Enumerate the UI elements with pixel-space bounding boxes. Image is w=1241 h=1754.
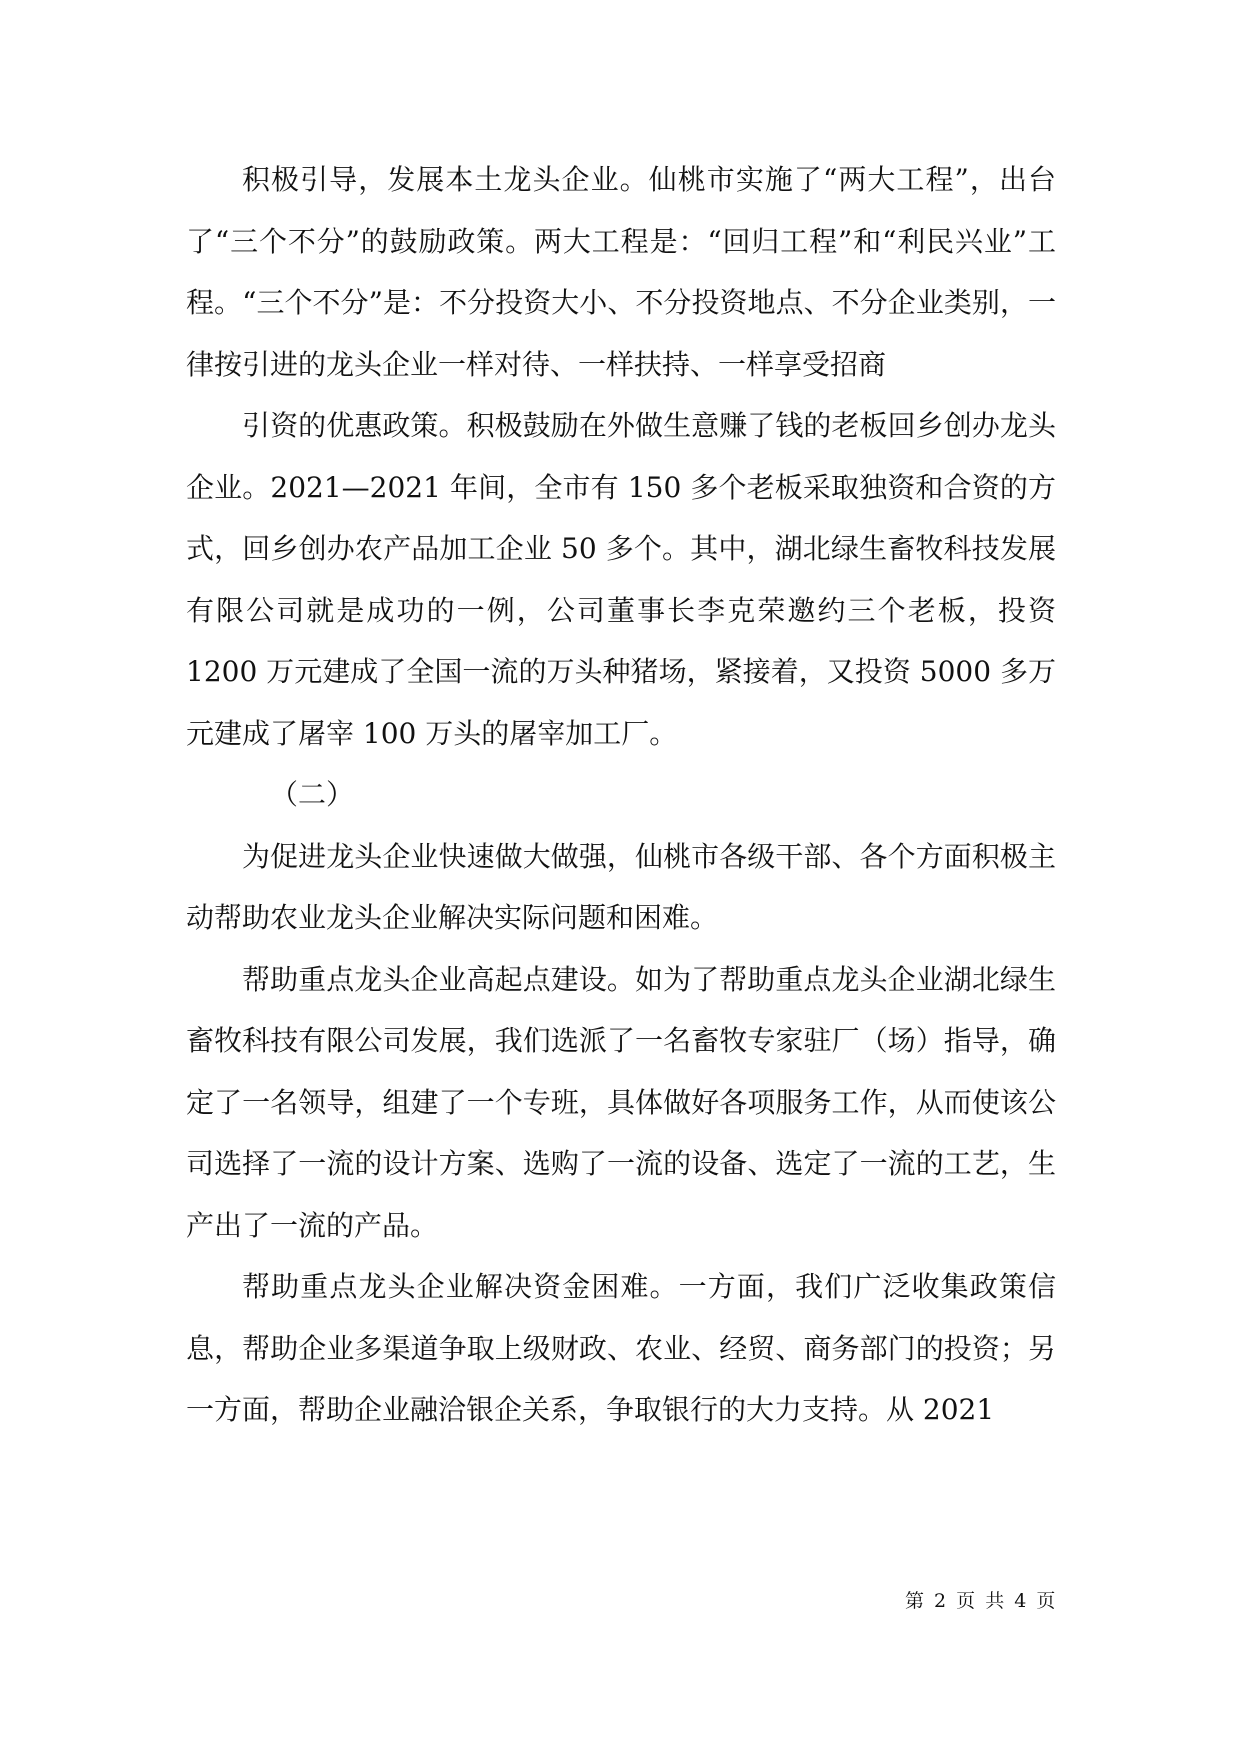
paragraph-investment-incentives: 引资的优惠政策。积极鼓励在外做生意赚了钱的老板回乡创办龙头企业。2021—2021 年间，全市有 150 多个老板采取独资和合资的方式，回乡创办农产品加工企业 50 多个。其中，湖北绿生畜牧科技发展有限公司就是成功的一例，公司董事长李克荣邀约三个老板，投资 1200 万元建成了全国一流的万头种猪场，紧接着，又投资 5000 多万元建成了屠宰 100 万头的屠宰加工厂。 (186, 409, 1056, 750)
paragraph-funding-difficulty: 帮助重点龙头企业解决资金困难。一方面，我们广泛收集政策信息，帮助企业多渠道争取上级财政、农业、经贸、商务部门的投资；另一方面，帮助企业融洽银企关系，争取银行的大力支持。从 2021 (186, 1270, 1056, 1426)
paragraph-cadre-support: 为促进龙头企业快速做大做强，仙桃市各级干部、各个方面积极主动帮助农业龙头企业解决实际问题和困难。 (186, 839, 1056, 934)
paragraph-high-starting-point: 帮助重点龙头企业高起点建设。如为了帮助重点龙头企业湖北绿生畜牧科技有限公司发展，我们选派了一名畜牧专家驻厂（场）指导，确定了一名领导，组建了一个专班，具体做好各项服务工作，从而使该公司选择了一流的设计方案、选购了一流的设备、选定了一流的工艺，生产出了一流的产品。 (186, 962, 1056, 1242)
section-heading-two: （二） (270, 778, 355, 811)
page-number-footer: 第 2 页 共 4 页 (905, 1590, 1058, 1612)
paragraph-dragon-head-policy: 积极引导，发展本土龙头企业。仙桃市实施了“两大工程”，出台了“三个不分”的鼓励政策。两大工程是：“回归工程”和“利民兴业”工程。“三个不分”是：不分投资大小、不分投资地点、不分企业类别，一律按引进的龙头企业一样对待、一样扶持、一样享受招商 (186, 163, 1056, 381)
body-text (186, 149, 1056, 1441)
